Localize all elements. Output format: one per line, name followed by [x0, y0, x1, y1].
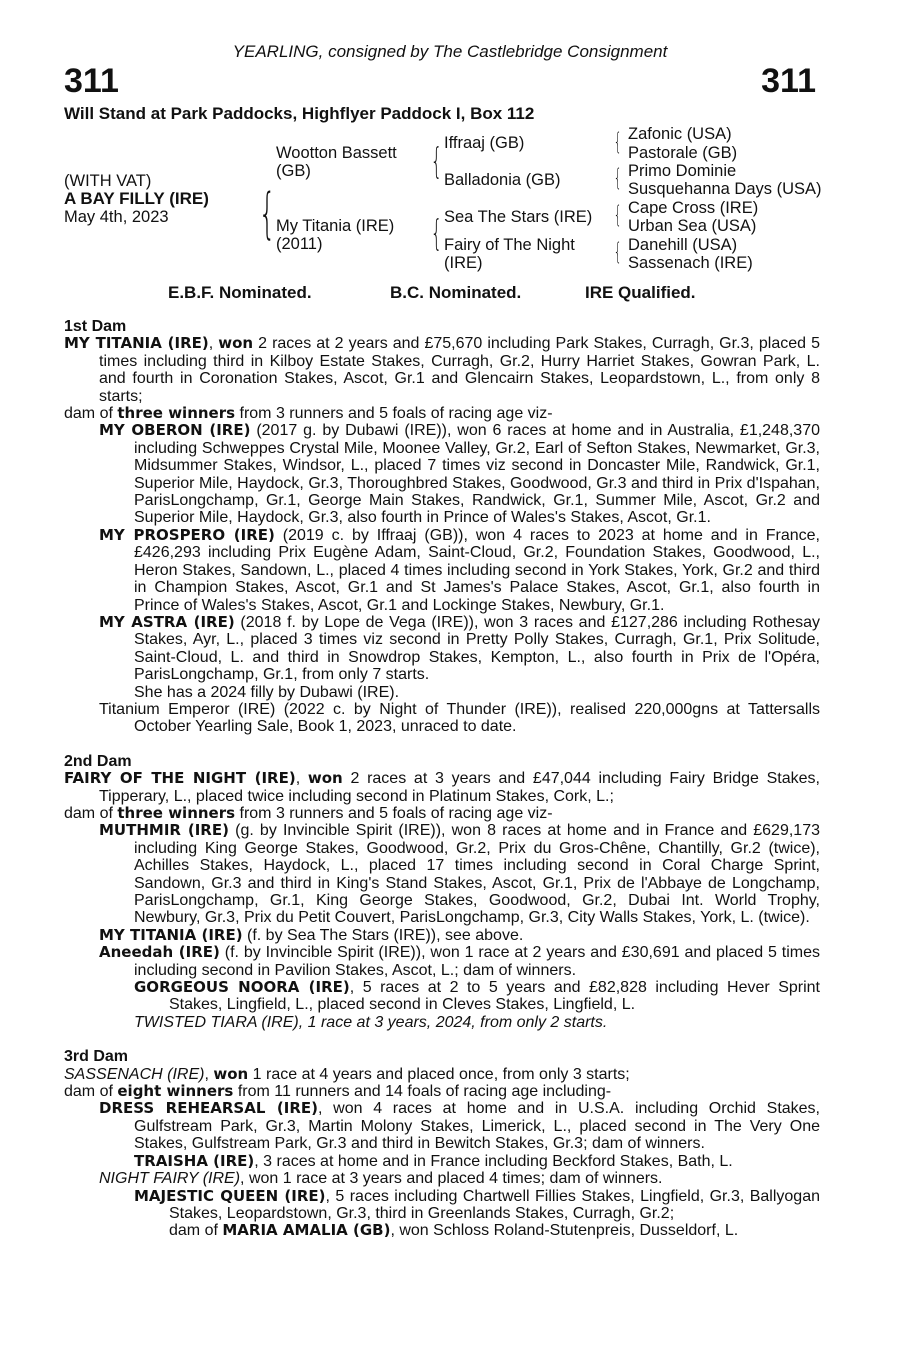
produce-entry	[64, 614, 820, 684]
first-dam-entry: MY TITANIA (IRE), won 2 races at 2 years and £75,670 including Park Stakes, Curragh, Gr.3, placed 5 times including third in Kilboy Estate Stakes, Curragh, Gr.2, Hurry Harriet Stakes, Gowran Park, L. and fourth in Coronation Stakes, Ascot, Gr.1 and Glencairn Stakes, Leopardstown, L., from only 8 starts;	[64, 334, 820, 405]
third-dam-entry: SASSENACH (IRE), won 1 race at 4 years and placed once, from only 3 starts;	[64, 1064, 630, 1083]
race-record: 2 races at 2 years and £75,670 including Park Stakes, Curragh, Gr.3, placed 5 times including third in Kilboy Estate Stakes, Curragh, Gr.2, Hurry Harriet Stakes, Gowran Park, L. and fourth in Coronation Stakes, Ascot, Gr.1 and Glencairn Stakes, Leopardstown, L., from only 8 starts;	[99, 335, 820, 405]
won-label: won	[218, 334, 254, 353]
horse-name: GORGEOUS NOORA (IRE)	[134, 978, 350, 997]
brace-icon: {	[613, 201, 622, 229]
horse-name: MARIA AMALIA (GB)	[222, 1221, 391, 1240]
horse-name: MY OBERON (IRE)	[99, 421, 251, 440]
dam-of-label: dam of	[64, 405, 113, 423]
ped-dss: Cape Cross (IRE)	[628, 199, 759, 217]
race-record: , 1 race at 3 years, 2024, from only 2 starts.	[298, 1013, 608, 1031]
grand-produce-entry	[64, 1014, 820, 1031]
lot-number-right: 311	[761, 62, 816, 100]
produce-entry: Titanium Emperor (IRE) (2022 c. by Night of Thunder (IRE)), realised 220,000gns at Tattersalls October Yearling Sale, Book 1, 2023, unraced to date.	[99, 700, 820, 736]
race-record: , won 4 races at home and in U.S.A. including Orchid Stakes, Gulfstream Park, Gr.3, Martin Molony Stakes, Limerick, L., placed second in The Very One Stakes, Gulfstream Park, Gr.3 and third in Bewitch Stakes, Gr.3; dam of winners.	[134, 1100, 821, 1153]
lot-number-left: 311	[64, 62, 119, 100]
lot-name: A BAY FILLY (IRE)	[64, 189, 209, 208]
brace-icon: {	[613, 128, 622, 156]
dam-of-line	[64, 805, 820, 822]
race-record: , won Schloss Roland-Stutenpreis, Dusseldorf, L.	[390, 1222, 739, 1240]
horse-name: FAIRY OF THE NIGHT (IRE)	[64, 769, 296, 788]
won-label: won	[213, 1064, 249, 1083]
stand-location: Will Stand at Park Paddocks, Highflyer Paddock I, Box 112	[64, 104, 535, 123]
grand-produce-note	[64, 1222, 820, 1239]
race-record: , 5 races at 2 to 5 years and £82,828 including Hever Sprint Stakes, Lingfield, L., placed second in Cleves Stakes, Lingfield, L.	[169, 979, 820, 1014]
second-dam-heading: 2nd Dam	[64, 752, 132, 770]
horse-name: MUTHMIR (IRE)	[99, 821, 229, 840]
horse-name: MY ASTRA (IRE)	[99, 612, 235, 631]
consignment-line: YEARLING, consigned by The Castlebridge Consignment	[232, 42, 668, 61]
race-record: (f. by Invincible Spirit (IRE)), won 1 race at 2 years and £30,691 and placed 5 times including second in Pavilion Stakes, Ascot, L.; dam of winners.	[134, 944, 820, 979]
brace-icon: {	[430, 213, 443, 254]
horse-name: MY TITANIA (IRE)	[99, 925, 243, 944]
race-record: (g. by Invincible Spirit (IRE)), won 8 races at home and in France and £629,173 including King George Stakes, Goodwood, Gr.2, Prix du Gros-Chêne, Chantilly, Gr.2 (twice), Achilles Stakes, Haydock, L., placed 17 times including second in Coral Charge Sprint, Sandown, Gr.3 and third in King's Stand Stakes, Ascot, Gr.1, Prix de l'Abbaye de Longchamp, ParisLongchamp, Gr.1, King George Stakes, Goodwood, Gr.2, Dubai Int. World Trophy, Newbury, Gr.3, Prix du Petit Couvert, ParisLongchamp, Gr.3, City Walls Stakes, York, L. (twice).	[134, 822, 820, 927]
horse-name: Aneedah (IRE)	[99, 943, 220, 962]
produce-entry	[64, 822, 820, 926]
produce-entry	[64, 1170, 820, 1187]
ped-dsd: Urban Sea (USA)	[628, 217, 757, 235]
brace-icon: {	[613, 164, 622, 192]
winners-count: three winners	[117, 404, 236, 423]
sire-country: (GB)	[276, 162, 311, 180]
race-record: (2017 g. by Dubawi (IRE)), won 6 races at home and in Australia, £1,248,370 including Schweppes Crystal Mile, Moonee Valley, Gr.2, Earl of Sefton Stakes, Newmarket, Gr.3, Midsummer Stakes, Windsor, L., placed 7 times viz second in Doncaster Mile, Randwick, Gr.1, Superior Mile, Haydock, Gr.3, Thoroughbred Stakes, Goodwood, Gr.3 and third in Prix d'Ispahan, ParisLongchamp, Gr.1, George Main Stakes, Randwick, Gr.1, Summer Mile, Ascot, Gr.2 and Superior Mile, Haydock, Gr.3, also fourth in Prince of Wales's Stakes, Ascot, Gr.1.	[134, 422, 820, 527]
race-record: , won 1 race at 3 years and placed 4 times; dam of winners.	[240, 1170, 663, 1188]
bc-nominated: B.C. Nominated.	[390, 283, 522, 302]
horse-name: MY PROSPERO (IRE)	[99, 525, 275, 544]
dam-sire: Sea The Stars (IRE)	[444, 208, 593, 226]
horse-name: MAJESTIC QUEEN (IRE)	[134, 1186, 326, 1205]
catalogue-body	[64, 318, 820, 1240]
race-record: 2 races at 3 years and £47,044 including Fairy Bridge Stakes, Tipperary, L., placed twice including second in Platinum Stakes, Cork, L.;	[99, 770, 820, 805]
runners-text: from 3 runners and 5 foals of racing age viz-	[239, 804, 553, 822]
ped-ssd: Pastorale (GB)	[628, 144, 738, 162]
produce-entry	[64, 527, 820, 614]
ped-ddd: Sassenach (IRE)	[628, 254, 753, 272]
foaling-date: May 4th, 2023	[64, 208, 169, 226]
ped-sss: Zafonic (USA)	[628, 125, 732, 143]
produce-entry	[64, 422, 820, 526]
dam-of-label: dam of	[169, 1222, 218, 1240]
sire-dam: Balladonia (GB)	[444, 171, 561, 189]
vat-note: (WITH VAT)	[64, 172, 152, 190]
won-label: won	[307, 769, 343, 788]
produce-entry	[64, 944, 820, 979]
horse-name: TWISTED TIARA (IRE)	[134, 1013, 299, 1031]
winners-count: eight winners	[117, 1082, 234, 1101]
horse-name: SASSENACH (IRE)	[64, 1065, 205, 1083]
horse-name: DRESS REHEARSAL (IRE)	[99, 1099, 318, 1118]
brace-icon: {	[430, 141, 443, 182]
runners-text: from 3 runners and 5 foals of racing age viz-	[239, 405, 553, 423]
race-record: (2019 c. by Iffraaj (GB)), won 4 races to 2023 at home and in France, £426,293 including Prix Eugène Adam, Saint-Cloud, Gr.2, Foundation Stakes, Goodwood, L., Heron Stakes, Sandown, L., placed 4 times including second in York Stakes, York, Gr.2 and third in Champion Stakes, Ascot, Gr.1 and St James's Palace Stakes, Ascot, Gr.1, also fourth in Prince of Wales's Stakes, Ascot, Gr.1 and Lockinge Stakes, Newbury, Gr.1.	[134, 526, 820, 614]
produce-entry	[64, 1100, 820, 1152]
dam-dam-country: (IRE)	[444, 254, 483, 272]
third-dam-heading: 3rd Dam	[64, 1048, 129, 1066]
grand-produce-entry	[64, 1153, 820, 1170]
dam-of-line	[64, 405, 820, 422]
runners-text: from 11 runners and 14 foals of racing age including-	[237, 1083, 612, 1101]
sire-sire: Iffraaj (GB)	[444, 134, 525, 152]
ped-sdd: Susquehanna Days (USA)	[628, 180, 822, 198]
race-record: , 5 races including Chartwell Fillies Stakes, Lingfield, Gr.3, Ballyogan Stakes, Leopardstown, Gr.3, third in Greenlands Stakes, Curragh, Gr.2;	[169, 1187, 821, 1222]
horse-name: MY TITANIA (IRE)	[64, 334, 209, 353]
dam-dam: Fairy of The Night	[444, 236, 575, 254]
race-record: (2018 f. by Lope de Vega (IRE)), won 3 races and £127,286 including Rothesay Stakes, Ayr, L., placed 3 times viz second in Pretty Polly Stakes, Curragh, Gr.1, Prix Solitude, Saint-Cloud, L. and third in Snowdrop Stakes, Kempton, L., also fourth in Prix de l'Opéra, ParisLongchamp, Gr.1, from only 7 starts.	[134, 613, 821, 684]
ire-qualified: IRE Qualified.	[585, 283, 696, 302]
produce-entry	[64, 927, 820, 944]
race-record: (f. by Sea The Stars (IRE)), see above.	[247, 926, 524, 944]
dam: My Titania (IRE)	[276, 217, 395, 235]
second-dam-entry: FAIRY OF THE NIGHT (IRE), won 2 races at 3 years and £47,044 including Fairy Bridge Stakes, Tipperary, L., placed twice including second in Platinum Stakes, Cork, L.;	[64, 769, 820, 805]
ped-dds: Danehill (USA)	[628, 236, 738, 254]
grand-produce-entry	[64, 979, 820, 1014]
sire: Wootton Bassett	[276, 144, 397, 162]
grand-produce-entry	[64, 1188, 820, 1223]
race-record: , 3 races at home and in France including Beckford Stakes, Bath, L.	[254, 1152, 733, 1170]
brace-icon: {	[613, 238, 622, 266]
ped-sds: Primo Dominie	[628, 162, 737, 180]
dam-of-label: dam of	[64, 1083, 113, 1101]
horse-name: NIGHT FAIRY (IRE)	[99, 1170, 241, 1188]
horse-name: TRAISHA (IRE)	[134, 1151, 255, 1170]
ebf-nominated: E.B.F. Nominated.	[168, 283, 312, 302]
brace-icon: {	[258, 182, 276, 245]
produce-note: She has a 2024 filly by Dubawi (IRE).	[134, 683, 400, 701]
first-dam-heading: 1st Dam	[64, 318, 127, 335]
dam-of-label: dam of	[64, 804, 113, 822]
dam-year: (2011)	[276, 235, 323, 253]
winners-count: three winners	[117, 803, 236, 822]
race-record: 1 race at 4 years and placed once, from only 3 starts;	[252, 1065, 630, 1083]
dam-of-line	[64, 1083, 820, 1100]
